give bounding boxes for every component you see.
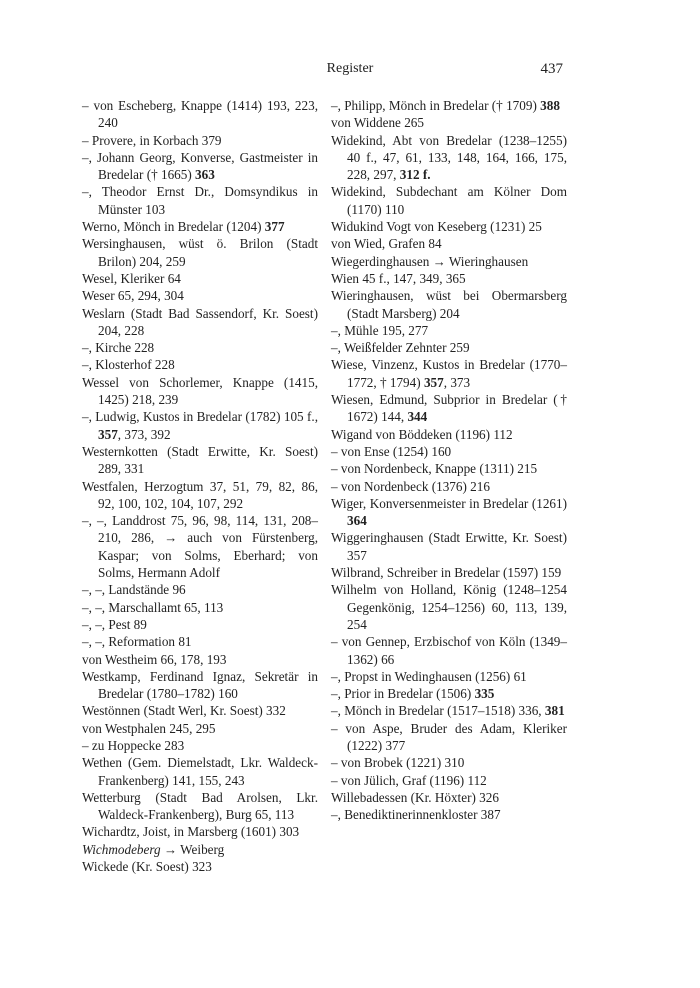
page-ref-bold: 335 xyxy=(474,686,495,702)
index-entry xyxy=(82,339,318,356)
entry-text: Westernkotten (Stadt Erwitte, Kr. Soest) 289, 331 xyxy=(82,443,318,477)
entry-text: –, Philipp, Mönch in Bredelar († 1709) xyxy=(331,98,541,113)
entry-text: → Weiberg xyxy=(160,841,225,857)
entry-text: – zu Hoppecke 283 xyxy=(82,737,185,753)
index-entry xyxy=(331,720,567,755)
entry-text: Westkamp, Ferdinand Ignaz, Sekretär in Bredelar (1780–1782) 160 xyxy=(82,668,318,702)
index-entry xyxy=(82,754,318,789)
entry-text: –, Mönch in Bredelar (1517–1518) 336, xyxy=(331,703,545,719)
entry-text: – von Nordenbeck, Knappe (1311) 215 xyxy=(331,461,538,477)
entry-text: Wilbrand, Schreiber in Bredelar (1597) 159 xyxy=(331,565,562,581)
entry-text: –, Propst in Wedinghausen (1256) 61 xyxy=(331,668,527,684)
entry-text: Wigand von Böddeken (1196) 112 xyxy=(331,426,513,442)
entry-text: –, –, Pest 89 xyxy=(82,616,147,632)
index-entry xyxy=(82,651,318,668)
page-ref-bold: 364 xyxy=(347,513,367,529)
entry-text: –, Johann Georg, Konverse, Gastmeister in Bredelar († 1665) xyxy=(82,149,318,183)
index-entry xyxy=(82,132,318,149)
entry-text: Wieringhausen, wüst bei Obermarsberg (Stadt Marsberg) 204 xyxy=(331,288,567,321)
index-entry xyxy=(331,702,567,719)
index-entry xyxy=(331,633,567,668)
entry-text: –, Ludwig, Kustos in Bredelar (1782) 105 f., xyxy=(82,409,318,425)
page-number: 437 xyxy=(540,61,563,77)
entry-text: –, Theodor Ernst Dr., Domsyndikus in Münster 103 xyxy=(82,184,318,217)
index-entry xyxy=(82,789,318,824)
entry-text: –, Kirche 228 xyxy=(82,340,155,356)
index-entry xyxy=(82,581,318,598)
entry-italic: Wichmodeberg xyxy=(82,841,161,857)
index-entry xyxy=(82,408,318,443)
index-entry xyxy=(331,235,567,252)
entry-text: Wiese, Vinzenz, Kustos in Bredelar (1770–1772, † 1794) xyxy=(331,357,567,390)
entry-text: –, –, Marschallamt 65, 113 xyxy=(82,599,224,615)
index-entry xyxy=(331,789,567,806)
entry-text: Widekind, Abt von Bredelar (1238–1255) 40 f., 47, 61, 133, 148, 164, 166, 175, 228, 297, xyxy=(331,132,567,183)
page-ref-bold: 363 xyxy=(195,167,215,183)
index-entry xyxy=(331,253,567,270)
index-entry xyxy=(82,702,318,719)
entry-text: Wethen (Gem. Diemelstadt, Lkr. Waldeck-Frankenberg) 141, 155, 243 xyxy=(82,755,318,788)
page-ref-bold: 312 f. xyxy=(399,167,431,183)
index-entry xyxy=(331,339,567,356)
index-entry xyxy=(331,97,567,114)
entry-text: Wiger, Konversenmeister in Bredelar (1261) xyxy=(331,495,567,511)
index-entry xyxy=(331,114,567,131)
index-entry xyxy=(331,426,567,443)
entry-text: Wersinghausen, wüst ö. Brilon (Stadt Brilon) 204, 259 xyxy=(82,236,318,269)
index-entry xyxy=(82,841,318,858)
entry-text: Widekind, Subdechant am Kölner Dom (1170) 110 xyxy=(331,184,567,217)
index-entry xyxy=(82,235,318,270)
page-ref-bold: 381 xyxy=(544,703,565,719)
entry-text: Weser 65, 294, 304 xyxy=(82,288,184,304)
entry-text: –, –, Landdrost 75, 96, 98, 114, 131, 208–210, 286, → auch von Fürstenberg, Kaspar; von Solms, Eberhard; von Solms, Hermann Adolf xyxy=(82,513,318,581)
entry-text: – von Jülich, Graf (1196) 112 xyxy=(331,772,487,788)
index-entry xyxy=(331,581,567,633)
index-entry xyxy=(82,823,318,840)
entry-text: Widukind Vogt von Keseberg (1231) 25 xyxy=(331,219,542,235)
index-entry xyxy=(82,305,318,340)
running-title: Register xyxy=(326,61,374,76)
index-entry xyxy=(331,685,567,702)
index-column-left xyxy=(82,97,318,875)
entry-text: Wien 45 f., 147, 349, 365 xyxy=(331,270,466,286)
index-entry xyxy=(331,443,567,460)
entry-text: von Widdene 265 xyxy=(331,115,424,131)
index-entry xyxy=(82,270,318,287)
entry-text: –, –, Landstände 96 xyxy=(82,582,186,598)
page-ref-bold: 377 xyxy=(264,219,285,235)
entry-text: –, Prior in Bredelar (1506) xyxy=(331,686,475,702)
entry-text: – von Brobek (1221) 310 xyxy=(331,755,465,771)
index-entry xyxy=(331,564,567,581)
index-entry xyxy=(82,149,318,184)
entry-text: Wickede (Kr. Soest) 323 xyxy=(82,859,212,875)
entry-text: von Westphalen 245, 295 xyxy=(82,720,216,736)
entry-text: Wiggeringhausen (Stadt Erwitte, Kr. Soest) 357 xyxy=(331,530,567,563)
index-entry xyxy=(331,460,567,477)
index-entry xyxy=(331,287,567,322)
entry-text: Wetterburg (Stadt Bad Arolsen, Lkr. Waldeck-Frankenberg), Burg 65, 113 xyxy=(82,789,318,823)
entry-text: –, Mühle 195, 277 xyxy=(331,322,429,338)
index-entry xyxy=(331,668,567,685)
index-entry xyxy=(82,720,318,737)
entry-text: –, Klosterhof 228 xyxy=(82,357,175,373)
entry-text: – von Aspe, Bruder des Adam, Kleriker (1222) 377 xyxy=(331,720,567,753)
entry-text: Wesel, Kleriker 64 xyxy=(82,270,181,286)
entry-text: , 373 xyxy=(443,374,471,390)
entry-text: – Provere, in Korbach 379 xyxy=(82,132,222,148)
index-entry xyxy=(331,391,567,426)
index-entry xyxy=(331,322,567,339)
index-entry xyxy=(331,356,567,391)
index-entry xyxy=(82,478,318,513)
index-entry xyxy=(331,478,567,495)
entry-text: Wichardtz, Joist, in Marsberg (1601) 303 xyxy=(82,824,300,840)
entry-text: –, Weißfelder Zehnter 259 xyxy=(331,340,470,356)
index-entry xyxy=(331,218,567,235)
index-entry xyxy=(82,633,318,650)
entry-text: – von Ense (1254) 160 xyxy=(331,443,452,459)
entry-text: Wilhelm von Holland, König (1248–1254 Gegenkönig, 1254–1256) 60, 113, 139, 254 xyxy=(331,582,567,632)
index-entry xyxy=(82,443,318,478)
index-entry xyxy=(82,97,318,132)
entry-text: – von Escheberg, Knappe (1414) 193, 223, 240 xyxy=(82,98,318,131)
entry-text: Wessel von Schorlemer, Knappe (1415, 1425) 218, 239 xyxy=(82,374,318,408)
index-entry xyxy=(82,599,318,616)
entry-text: Westönnen (Stadt Werl, Kr. Soest) 332 xyxy=(82,703,286,719)
index-entry xyxy=(82,374,318,409)
page-ref-bold: 357 xyxy=(98,426,118,442)
index-entry xyxy=(82,737,318,754)
index-entry xyxy=(82,356,318,373)
entry-text: Werno, Mönch in Bredelar (1204) xyxy=(82,219,265,235)
index-entry xyxy=(331,754,567,771)
index-entry xyxy=(331,806,567,823)
entry-text: –, –, Reformation 81 xyxy=(82,634,192,650)
index-entry xyxy=(82,218,318,235)
index-entry xyxy=(82,668,318,703)
entry-text: von Westheim 66, 178, 193 xyxy=(82,651,227,667)
page-header xyxy=(0,61,700,83)
entry-text: – von Gennep, Erzbischof von Köln (1349–1362) 66 xyxy=(331,634,567,667)
index-entry xyxy=(331,132,567,184)
page-ref-bold: 357 xyxy=(423,374,444,390)
entry-text: – von Nordenbeck (1376) 216 xyxy=(331,478,490,494)
index-entry xyxy=(331,495,567,530)
entry-text: Wiesen, Edmund, Subprior in Bredelar († 1672) 144, xyxy=(331,392,567,425)
index-entry xyxy=(82,858,318,875)
entry-text: Weslarn (Stadt Bad Sassendorf, Kr. Soest) 204, 228 xyxy=(82,305,318,338)
page-ref-bold: 388 xyxy=(540,98,560,113)
page-ref-bold: 344 xyxy=(407,409,428,425)
entry-text: Willebadessen (Kr. Höxter) 326 xyxy=(331,789,499,805)
index-entry xyxy=(82,287,318,304)
entry-text: Westfalen, Herzogtum 37, 51, 79, 82, 86, 92, 100, 102, 104, 107, 292 xyxy=(82,478,318,511)
entry-text: von Wied, Grafen 84 xyxy=(331,236,442,252)
index-entry xyxy=(331,183,567,218)
index-column-right xyxy=(331,97,567,823)
index-entry xyxy=(331,529,567,564)
index-entry xyxy=(82,616,318,633)
entry-text: Wiegerdinghausen → Wieringhausen xyxy=(331,253,529,269)
entry-text: –, Benediktinerinnenkloster 387 xyxy=(331,807,501,823)
entry-text: , 373, 392 xyxy=(117,426,171,442)
index-entry xyxy=(331,772,567,789)
index-entry xyxy=(331,270,567,287)
index-entry xyxy=(82,512,318,581)
index-entry xyxy=(82,183,318,218)
